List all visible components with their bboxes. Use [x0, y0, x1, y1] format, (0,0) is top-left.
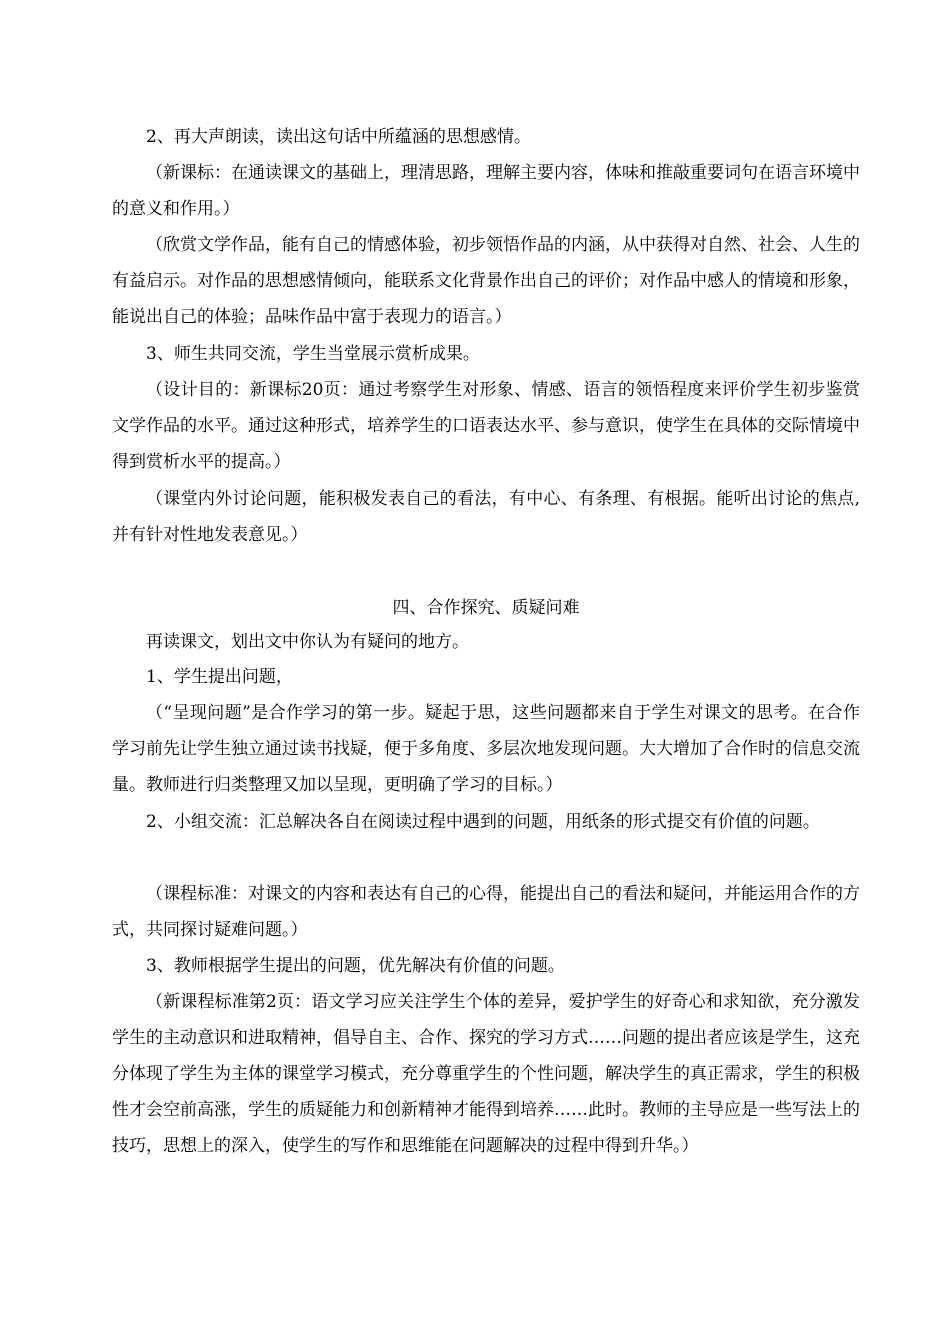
paragraph-literature-appreciation-note: （欣赏文学作品，能有自己的情感体验，初步领悟作品的内涵，从中获得对自然、社会、人生的有益启示。对作品的思想感情倾向，能联系文化背景作出自己的评价；对作品中感人的情境和形象，能说出自己的体验；品味作品中富于表现力的语言。）: [112, 235, 860, 327]
paragraph-discussion-note: （课堂内外讨论问题，能积极发表自己的看法，有中心、有条理、有根据。能听出讨论的焦点,并有针对性地发表意见。）: [112, 489, 860, 545]
paragraph-teacher-solves-questions: 3、教师根据学生提出的问题，优先解决有价值的问题。: [146, 956, 565, 976]
paragraph-design-purpose-note: （设计目的：新课标20页：通过考察学生对形象、情感、语言的领悟程度来评价学生初步鉴赏文学作品的水平。通过这种形式，培养学生的口语表达水平、参与意识，使学生在具体的交际情境中得到赏析水平的提高。）: [112, 380, 860, 472]
paragraph-new-curriculum-note: （新课标：在通读课文的基础上，理清思路，理解主要内容，体味和推敲重要词句在语言环境中的意义和作用。）: [112, 163, 860, 219]
paragraph-students-raise-questions: 1、学生提出问题，: [146, 667, 293, 687]
section-heading: 四、合作探究、质疑问难: [392, 598, 580, 618]
paragraph-teacher-student-exchange: 3、师生共同交流，学生当堂展示赏析成果。: [146, 344, 480, 364]
paragraph-present-questions-note: （“呈现问题”是合作学习的第一步。疑起于思，这些问题都来自于学生对课文的思考。在合作学习前先让学生独立通过读书找疑，便于多角度、多层次地发现问题。大大增加了合作时的信息交流量。教师进行归类整理又加以呈现，更明确了学习的目标。）: [112, 703, 860, 795]
paragraph-group-exchange: 2、小组交流：汇总解决各自在阅读过程中遇到的问题，用纸条的形式提交有价值的问题。: [146, 812, 820, 832]
paragraph-read-aloud: 2、再大声朗读，读出这句话中所蕴涵的思想感情。: [146, 127, 531, 147]
paragraph-new-curriculum-page2-note: （新课程标准第2页：语文学习应关注学生个体的差异，爱护学生的好奇心和求知欲，充分激发学生的主动意识和进取精神，倡导自主、合作、探究的学习方式……问题的提出者应该是学生，这充分体现了学生为主体的课堂学习模式，充分尊重学生的个性问题，解决学生的真正需求，学生的积极性才会空前高涨，学生的质疑能力和创新精神才能得到培养……此时。教师的主导应是一些写法上的技巧，思想上的深入，使学生的写作和思维能在问题解决的过程中得到升华。）: [112, 992, 860, 1156]
paragraph-curriculum-standard-note: （课程标准：对课文的内容和表达有自己的心得，能提出自己的看法和疑问，并能运用合作的方式，共同探讨疑难问题。）: [112, 884, 860, 940]
paragraph-reread-text: 再读课文，划出文中你认为有疑问的地方。: [146, 632, 469, 652]
